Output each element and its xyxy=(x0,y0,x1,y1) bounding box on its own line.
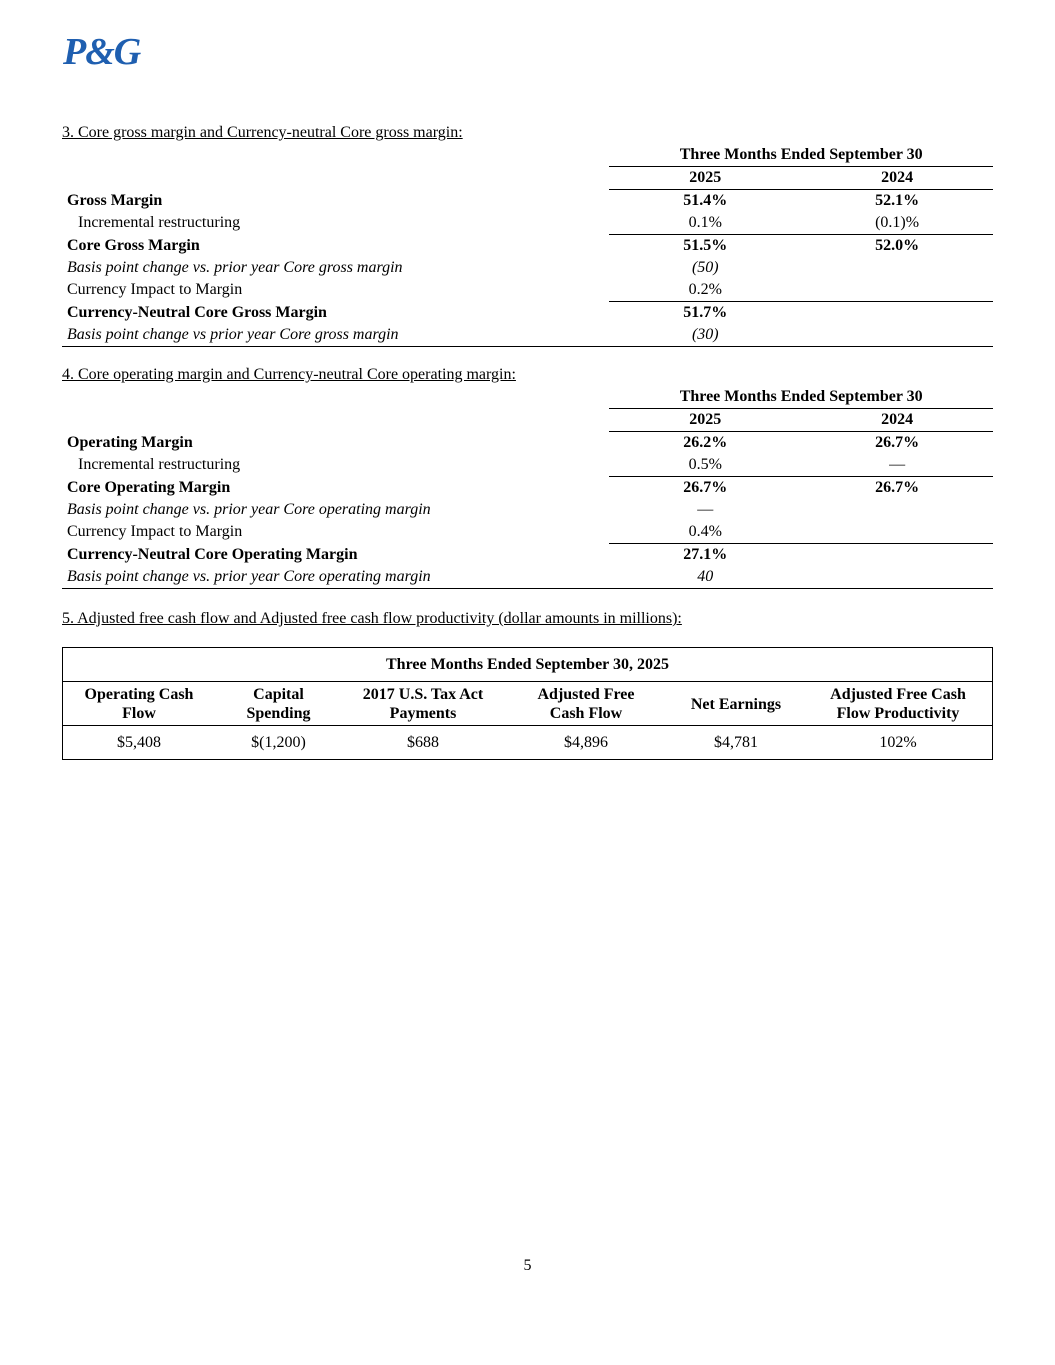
section-4-title: 4. Core operating margin and Currency-neutral Core operating margin: xyxy=(62,366,516,383)
table-row xyxy=(62,544,993,567)
core-gross-margin-table xyxy=(62,144,993,347)
row-label: Core Operating Margin xyxy=(67,478,231,496)
table-row xyxy=(62,235,993,258)
fcf-productivity-value: 102% xyxy=(804,726,993,760)
table-row xyxy=(62,499,993,521)
table-row xyxy=(62,279,993,302)
row-value-2024 xyxy=(801,499,993,521)
row-value-2025: 0.5% xyxy=(688,456,722,473)
core-operating-margin-table xyxy=(62,386,993,589)
row-label: Incremental restructuring xyxy=(78,456,241,474)
tax-act-payments-value: $688 xyxy=(342,726,504,760)
row-label: Currency Impact to Margin xyxy=(67,281,243,299)
col-header-net-earnings: Net Earnings xyxy=(690,695,782,713)
period-header: Three Months Ended September 30, 2025 xyxy=(63,648,993,682)
row-value-2024 xyxy=(801,279,993,302)
col-header-tax-act-payments: 2017 U.S. Tax Act Payments xyxy=(362,686,484,722)
free-cash-flow-table xyxy=(62,647,993,760)
row-label: Currency Impact to Margin xyxy=(67,523,243,541)
year-2024-header: 2024 xyxy=(801,167,993,190)
period-header: Three Months Ended September 30 xyxy=(609,386,993,409)
row-value-2024 xyxy=(801,324,993,347)
row-value-2025: 51.5% xyxy=(609,235,801,258)
row-label: Basis point change vs. prior year Core gross margin xyxy=(67,259,403,276)
row-value-2024 xyxy=(801,521,993,544)
row-label: Core Gross Margin xyxy=(67,236,200,254)
table-row xyxy=(62,302,993,325)
row-value-2025: 27.1% xyxy=(609,544,801,567)
row-value-2024: 26.7% xyxy=(875,434,920,451)
row-value-2024 xyxy=(801,257,993,279)
page-number: 5 xyxy=(523,1257,532,1274)
row-label: Basis point change vs. prior year Core operating margin xyxy=(67,501,431,518)
row-value-2024: — xyxy=(889,456,906,473)
row-value-2025: 26.7% xyxy=(609,477,801,500)
row-value-2024 xyxy=(801,544,993,567)
section-3-title: 3. Core gross margin and Currency-neutral Core gross margin: xyxy=(62,124,463,141)
row-value-2025: 51.4% xyxy=(683,192,728,209)
row-value-2025: 51.7% xyxy=(609,302,801,325)
table-row xyxy=(62,212,993,235)
capital-spending-value: $(1,200) xyxy=(215,726,342,760)
pg-logo: P&G xyxy=(63,31,141,73)
table-row xyxy=(62,566,993,589)
row-label: Operating Margin xyxy=(67,433,193,451)
row-label: Basis point change vs. prior year Core operating margin xyxy=(62,566,609,589)
year-2024-header: 2024 xyxy=(801,409,993,432)
table-row xyxy=(62,324,993,347)
row-label: Gross Margin xyxy=(67,191,163,209)
table-row xyxy=(62,454,993,477)
operating-cash-flow-value: $5,408 xyxy=(63,726,216,760)
col-header-adjusted-free-cash-flow: Adjusted Free Cash Flow xyxy=(537,686,635,722)
table-row xyxy=(62,432,993,455)
col-header-fcf-productivity: Adjusted Free Cash Flow Productivity xyxy=(830,686,966,722)
row-value-2025: (30) xyxy=(609,324,801,347)
row-label: Incremental restructuring xyxy=(78,214,241,232)
net-earnings-value: $4,781 xyxy=(668,726,804,760)
row-value-2025: 0.1% xyxy=(688,214,722,231)
row-value-2024 xyxy=(801,566,993,589)
col-header-operating-cash-flow: Operating Cash Flow xyxy=(84,686,194,722)
row-value-2025: 0.2% xyxy=(688,281,722,298)
row-value-2024: 52.1% xyxy=(875,192,920,209)
row-value-2025: 0.4% xyxy=(688,523,722,540)
row-value-2024: (0.1)% xyxy=(875,214,920,231)
row-value-2025: 40 xyxy=(609,566,801,589)
row-value-2024 xyxy=(801,302,993,325)
row-value-2025: (50) xyxy=(691,259,719,276)
row-label: Currency-Neutral Core Operating Margin xyxy=(67,545,358,563)
row-value-2024: 26.7% xyxy=(801,477,993,500)
year-2025-header: 2025 xyxy=(609,167,801,190)
row-value-2024: 52.0% xyxy=(801,235,993,258)
section-5-title: 5. Adjusted free cash flow and Adjusted free cash flow productivity (dollar amounts in millions): xyxy=(62,610,682,627)
table-row xyxy=(62,257,993,279)
row-value-2025: — xyxy=(697,501,714,518)
col-header-capital-spending: Capital Spending xyxy=(246,686,311,722)
row-label: Basis point change vs prior year Core gross margin xyxy=(62,324,609,347)
adjusted-free-cash-flow-value: $4,896 xyxy=(504,726,668,760)
row-label: Currency-Neutral Core Gross Margin xyxy=(67,303,327,321)
table-row xyxy=(62,477,993,500)
table-row xyxy=(63,726,993,760)
year-2025-header: 2025 xyxy=(609,409,801,432)
table-row xyxy=(62,190,993,213)
row-value-2025: 26.2% xyxy=(683,434,728,451)
table-row xyxy=(62,521,993,544)
period-header: Three Months Ended September 30 xyxy=(609,144,993,167)
